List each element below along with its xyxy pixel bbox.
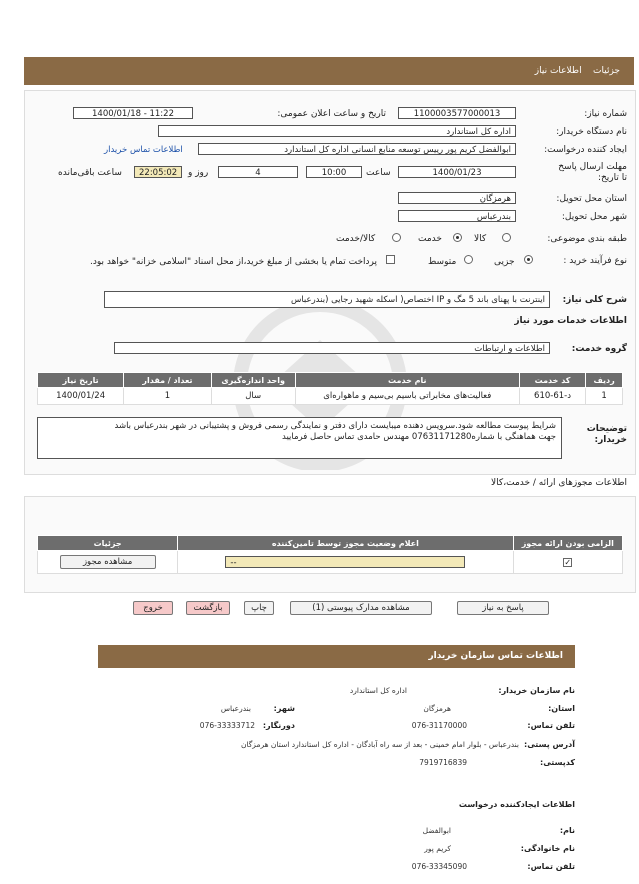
- contact-fax-value: 076-33333712: [199, 721, 255, 730]
- contact-phone-value: 076-31170000: [411, 721, 467, 730]
- crumb-need-info[interactable]: اطلاعات نیاز: [534, 66, 582, 76]
- treasury-payment-checkbox[interactable]: [386, 255, 395, 264]
- contact-fax-label: دورنگار:: [262, 721, 295, 730]
- announce-label: تاریخ و ساعت اعلان عمومی:: [277, 109, 386, 119]
- deadline-label: مهلت ارسال پاسخ تا تاریخ:: [558, 162, 627, 183]
- breadcrumb: [535, 66, 620, 76]
- buyer-notes-line2: جهت هماهنگی با شماره07631171280 مهندس حامدی تماس حاصل فرمایید: [281, 432, 556, 442]
- row-date: 1400/01/24: [38, 388, 124, 405]
- contact-title: اطلاعات تماس سازمان خریدار: [428, 651, 563, 661]
- row-code: د-61-610: [519, 388, 585, 405]
- col-date: تاریخ نیاز: [38, 373, 124, 388]
- category-goods-label: کالا: [474, 234, 487, 244]
- service-group-field: اطلاعات و ارتباطات: [114, 342, 550, 354]
- col-name: نام خدمت: [295, 373, 519, 388]
- process-medium-label: متوسط: [428, 257, 457, 267]
- requester-last-name-label: نام خانوادگی:: [520, 844, 575, 853]
- permit-required-cell: [513, 551, 622, 574]
- time-label: ساعت: [366, 168, 391, 178]
- crumb-details[interactable]: جزئیات: [593, 66, 620, 76]
- requester-first-name-value: ابوالفضل: [422, 826, 451, 835]
- buyer-notes-box: [37, 417, 562, 459]
- reply-button[interactable]: پاسخ به نیاز: [457, 601, 549, 615]
- org-name-value: اداره کل استاندارد: [349, 686, 407, 695]
- services-table: [37, 372, 623, 405]
- remaining-label: ساعت باقی‌مانده: [58, 168, 122, 178]
- category-goods-radio[interactable]: [502, 233, 511, 242]
- contact-city-label: شهر:: [273, 704, 295, 713]
- deadline-time-field: 10:00: [306, 166, 362, 178]
- creator-label: ایجاد کننده درخواست:: [544, 145, 627, 155]
- province-field: هرمزگان: [398, 192, 516, 204]
- contact-postal-label: کدپستی:: [540, 758, 575, 767]
- requester-phone-label: تلفن تماس:: [527, 862, 575, 871]
- buyer-notes-label: توضیحات خریدار:: [586, 424, 627, 445]
- need-number-label: شماره نیاز:: [584, 109, 627, 119]
- buyer-notes-line1: شرایط پیوست مطالعه شود.سرویس دهنده میبایست دارای دفتر و نمایندگی رسمی فروش و پشتیبانی در شهر بندرعباس باشد: [114, 421, 556, 431]
- city-field: بندرعباس: [398, 210, 516, 222]
- permits-table-header: [38, 536, 623, 551]
- print-button[interactable]: چاپ: [244, 601, 274, 615]
- summary-field: اینترنت با پهنای باند 5 مگ و IP اختصاص( اسکله شهید رجایی (بندرعباس: [104, 291, 550, 308]
- summary-label: شرح کلی نیاز:: [562, 295, 627, 305]
- col-permit-details: جزئیات: [38, 536, 178, 551]
- permit-status-cell: [178, 551, 513, 574]
- contact-address-label: آدرس پستی:: [524, 740, 575, 749]
- category-service-label: خدمت: [418, 234, 442, 244]
- contact-header: [98, 645, 575, 668]
- contact-city-value: بندرعباس: [220, 704, 251, 713]
- days-field: 4: [218, 166, 298, 178]
- requester-phone-value: 076-33345090: [411, 862, 467, 871]
- buyer-field: اداره کل استاندارد: [158, 125, 516, 137]
- org-name-label: نام سازمان خریدار:: [498, 686, 575, 695]
- exit-button[interactable]: خروج: [133, 601, 173, 615]
- row-index: 1: [586, 388, 623, 405]
- row-name: فعالیت‌های مخابراتی باسیم بی‌سیم و ماهواره‌ای: [295, 388, 519, 405]
- row-unit: سال: [211, 388, 295, 405]
- view-permit-button[interactable]: مشاهده مجوز: [60, 555, 156, 569]
- requester-title: اطلاعات ایجادکننده درخواست: [458, 800, 575, 809]
- contact-province-label: استان:: [548, 704, 575, 713]
- process-medium-radio[interactable]: [464, 255, 473, 264]
- col-unit: واحد اندازه‌گیری: [211, 373, 295, 388]
- buyer-label: نام دستگاه خریدار:: [556, 127, 627, 137]
- need-number-field: 1100003577000013: [398, 107, 516, 119]
- services-table-header: [38, 373, 623, 388]
- col-code: کد خدمت: [519, 373, 585, 388]
- permit-details-cell: [38, 551, 178, 574]
- deadline-date-field: 1400/01/23: [398, 166, 516, 178]
- requester-first-name-label: نام:: [559, 826, 575, 835]
- table-row: [38, 551, 623, 574]
- services-title: اطلاعات خدمات مورد نیاز: [514, 316, 627, 326]
- permit-required-checkbox: ✓: [564, 557, 572, 567]
- province-label: استان محل تحویل:: [556, 194, 627, 204]
- days-label: روز و: [188, 168, 209, 178]
- buyer-contact-link[interactable]: اطلاعات تماس خریدار: [104, 145, 183, 155]
- requester-last-name-value: کریم پور: [424, 844, 451, 853]
- service-group-label: گروه خدمت:: [571, 344, 627, 354]
- table-row[interactable]: [38, 388, 623, 405]
- category-label: طبقه بندی موضوعی:: [547, 234, 627, 244]
- row-qty: 1: [124, 388, 211, 405]
- permits-title: اطلاعات مجوزهای ارائه / خدمت،کالا: [491, 478, 627, 488]
- process-minor-radio[interactable]: [524, 255, 533, 264]
- contact-postal-value: 7919716839: [419, 758, 467, 767]
- contact-address-value: بندرعباس - بلوار امام خمینی - بعد از سه راه آبادگان - اداره کل استاندارد استان هرمزگان: [240, 740, 519, 749]
- city-label: شهر محل تحویل:: [561, 212, 627, 222]
- category-goods-service-radio[interactable]: [392, 233, 401, 242]
- top-bar: [24, 57, 634, 85]
- contact-province-value: هرمزگان: [423, 704, 451, 713]
- back-button[interactable]: بازگشت: [186, 601, 230, 615]
- permits-table: [37, 535, 623, 574]
- process-label: نوع فرآیند خرید :: [563, 256, 627, 266]
- permit-status-field: --: [225, 556, 465, 568]
- category-goods-service-label: کالا/خدمت: [336, 234, 376, 244]
- col-permit-status: اعلام وضعیت مجوز توسط تامین‌کننده: [178, 536, 513, 551]
- col-qty: تعداد / مقدار: [124, 373, 211, 388]
- creator-field: ابوالفضل کریم پور رییس توسعه منابع انسانی اداره کل استاندارد: [198, 143, 516, 155]
- col-permit-required: الزامی بودن ارائه مجوز: [513, 536, 622, 551]
- col-index: ردیف: [586, 373, 623, 388]
- payment-note: پرداخت تمام یا بخشی از مبلغ خرید،از محل اسناد "اسلامی خزانه" خواهد بود.: [89, 257, 377, 267]
- attachments-button[interactable]: مشاهده مدارک پیوستی (1): [290, 601, 432, 615]
- announce-field: 1400/01/18 - 11:22: [73, 107, 193, 119]
- process-minor-label: جزیی: [494, 257, 515, 267]
- category-service-radio[interactable]: [453, 233, 462, 242]
- remaining-time-field: 22:05:02: [134, 166, 182, 178]
- contact-phone-label: تلفن تماس:: [527, 721, 575, 730]
